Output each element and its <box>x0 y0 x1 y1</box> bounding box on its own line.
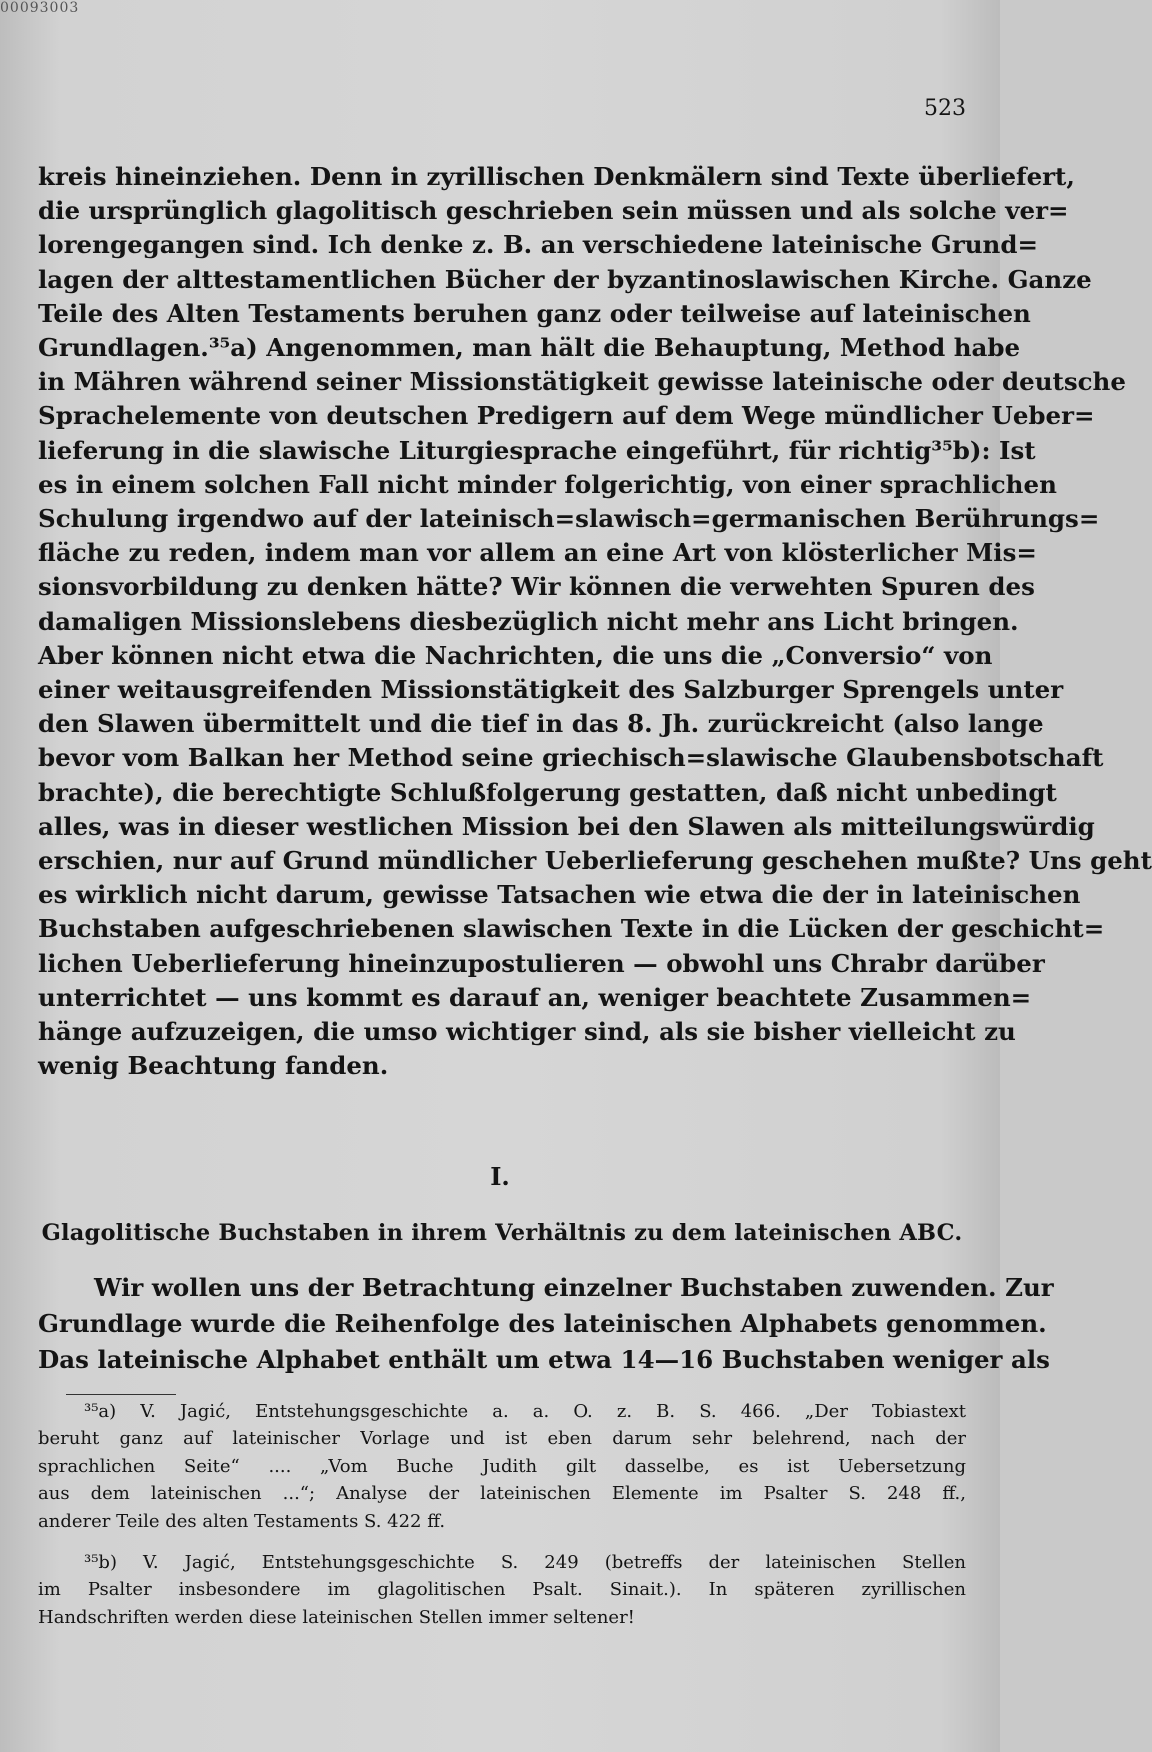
footnote-35a <box>38 1398 966 1535</box>
body-line: wenig Beachtung fanden. <box>38 1051 389 1081</box>
body-line: lorengegangen sind. Ich denke z. B. an verschiedene lateinische Grund= <box>38 230 1039 260</box>
body-text <box>38 160 1152 1083</box>
scan-id-mark: 00093003 <box>0 0 80 16</box>
body-line: einer weitausgreifenden Missionstätigkeit des Salzburger Sprengels unter <box>38 675 1064 705</box>
footnote-line: ³⁵b) V. Jagić, Entstehungsgeschichte S. 249 (betreffs der lateinischen Stellen <box>84 1552 966 1574</box>
page-number: 523 <box>924 96 966 121</box>
body-line: erschien, nur auf Grund mündlicher Ueberlieferung geschehen mußte? Uns geht <box>38 846 1152 876</box>
body-line: die ursprünglich glagolitisch geschrieben sein müssen und als solche ver= <box>38 196 1069 226</box>
section-number: I. <box>490 1162 510 1191</box>
footnote-rule <box>66 1394 176 1395</box>
body-line: alles, was in dieser westlichen Mission bei den Slawen als mitteilungswürdig <box>38 811 1095 841</box>
body-line: Buchstaben aufgeschriebenen slawischen Texte in die Lücken der geschicht= <box>38 914 1105 944</box>
body-line: lichen Ueberlieferung hineinzupostulieren — obwohl uns Chrabr darüber <box>38 948 1045 978</box>
body-line: Schulung irgendwo auf der lateinisch=slawisch=germanischen Berührungs= <box>38 504 1100 534</box>
body-line: hänge aufzuzeigen, die umso wichtiger sind, als sie bisher vielleicht zu <box>38 1017 1016 1047</box>
body-line: kreis hineinziehen. Denn in zyrillischen Denkmälern sind Texte überliefert, <box>38 162 1075 191</box>
footnote-line: aus dem lateinischen ...“; Analyse der lateinischen Elemente im Psalter S. 248 ff., <box>38 1483 966 1505</box>
section-intro-text <box>38 1270 1054 1378</box>
section-heading: Glagolitische Buchstaben in ihrem Verhältnis zu dem lateinischen ABC. <box>41 1220 963 1246</box>
body-line: es in einem solchen Fall nicht minder folgerichtig, von einer sprachlichen <box>38 469 1057 499</box>
footnote-line: beruht ganz auf lateinischer Vorlage und ist eben darum sehr belehrend, nach der <box>38 1428 966 1450</box>
footnote-line: im Psalter insbesondere im glagolitischen Psalt. Sinait.). In späteren zyrillischen <box>38 1579 966 1601</box>
body-line: sionsvorbildung zu denken hätte? Wir können die verwehten Spuren des <box>38 572 1035 602</box>
body-line: Sprachelemente von deutschen Predigern auf dem Wege mündlicher Ueber= <box>38 401 1095 431</box>
intro-line: Wir wollen uns der Betrachtung einzelner Buchstaben zuwenden. Zur <box>94 1273 1054 1302</box>
body-line: lagen der alttestamentlichen Bücher der byzantinoslawischen Kirche. Ganze <box>38 264 1092 294</box>
footnote-line: ³⁵a) V. Jagić, Entstehungsgeschichte a. a. O. z. B. S. 466. „Der Tobiastext <box>84 1401 966 1422</box>
body-line: fläche zu reden, indem man vor allem an eine Art von klösterlicher Mis= <box>38 538 1037 568</box>
body-line: es wirklich nicht darum, gewisse Tatsachen wie etwa die der in lateinischen <box>38 880 1081 910</box>
body-line: brachte), die berechtigte Schlußfolgerung gestatten, daß nicht unbedingt <box>38 777 1057 807</box>
body-line: lieferung in die slawische Liturgiesprache eingeführt, für richtig³⁵b): Ist <box>38 435 1036 465</box>
body-line: damaligen Missionslebens diesbezüglich nicht mehr ans Licht bringen. <box>38 606 1019 636</box>
footnotes <box>38 1398 966 1631</box>
intro-line: Grundlage wurde die Reihenfolge des lateinischen Alphabets genommen. <box>38 1309 1047 1338</box>
footnote-line: Handschriften werden diese lateinischen Stellen immer seltener! <box>38 1606 635 1628</box>
body-line: Grundlagen.³⁵a) Angenommen, man hält die Behauptung, Method habe <box>38 333 1021 363</box>
body-line: Aber können nicht etwa die Nachrichten, die uns die „Conversio“ von <box>38 640 993 670</box>
body-line: in Mähren während seiner Missionstätigkeit gewisse lateinische oder deutsche <box>38 367 1126 397</box>
footnote-line: sprachlichen Seite“ .... „Vom Buche Judith gilt dasselbe, es ist Uebersetzung <box>38 1455 966 1477</box>
footnote-line: anderer Teile des alten Testaments S. 422 ff. <box>38 1510 446 1532</box>
body-line: bevor vom Balkan her Method seine griechisch=slawische Glaubensbotschaft <box>38 743 1104 773</box>
body-line: den Slawen übermittelt und die tief in das 8. Jh. zurückreicht (also lange <box>38 709 1044 739</box>
intro-line: Das lateinische Alphabet enthält um etwa 14—16 Buchstaben weniger als <box>38 1345 1050 1374</box>
body-line: Teile des Alten Testaments beruhen ganz oder teilweise auf lateinischen <box>38 298 1031 328</box>
footnote-35b <box>38 1549 966 1631</box>
body-line: unterrichtet — uns kommt es darauf an, weniger beachtete Zusammen= <box>38 982 1032 1012</box>
